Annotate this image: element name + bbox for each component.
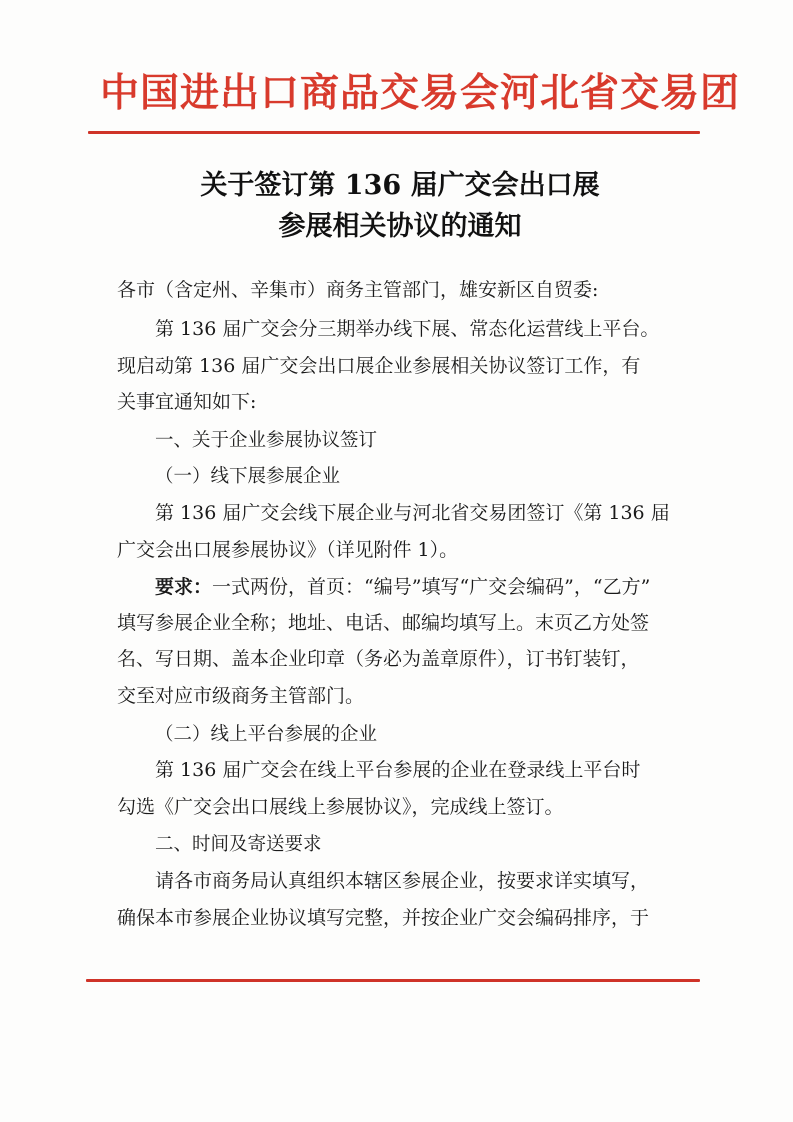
intro-line-2: 现启动第 136 届广交会出口展企业参展相关协议签订工作，有	[117, 355, 641, 377]
section-1-heading: 一、关于企业参展协议签订	[155, 430, 378, 451]
salutation: 各市（含定州、辛集市）商务主管部门，雄安新区自贸委:	[117, 279, 599, 301]
subsection-1-heading: （一）线下展参展企业	[155, 466, 341, 487]
letterhead-organization: 中国进出口商品交易会河北省交易团	[100, 71, 741, 116]
letterhead-red-rule	[88, 131, 700, 134]
subsection-1-para-line-1: 第 136 届广交会线下展企业与河北省交易团签订《第 136 届	[155, 502, 670, 524]
document-title-line-1: 关于签订第 136 届广交会出口展	[200, 170, 600, 201]
requirements-line-4: 交至对应市级商务主管部门。	[117, 685, 365, 707]
requirements-text: 一式两份，首页：“编号”填写“广交会编码”，“乙方”	[212, 576, 651, 598]
document-title-line-2: 参展相关协议的通知	[278, 211, 522, 242]
subsection-2-para-line-1: 第 136 届广交会在线上平台参展的企业在登录线上平台时	[155, 759, 641, 781]
requirements-line-3: 名、写日期、盖本企业印章（务必为盖章原件），订书钉装钉，	[117, 648, 640, 670]
intro-line-1: 第 136 届广交会分三期举办线下展、常态化运营线上平台。	[155, 318, 660, 340]
intro-line-3: 关事宜通知如下:	[117, 391, 257, 413]
section-2-heading: 二、时间及寄送要求	[155, 834, 322, 855]
subsection-2-heading: （二）线上平台参展的企业	[155, 724, 378, 745]
requirements-line-2: 填写参展企业全称；地址、电话、邮编均填写上。末页乙方处签	[117, 612, 650, 634]
footer-red-rule	[86, 979, 700, 982]
requirements-line-1	[155, 569, 733, 606]
section-2-para-line-1: 请各市商务局认真组织本辖区参展企业，按要求详实填写，	[155, 870, 650, 892]
section-2-para-line-2: 确保本市参展企业协议填写完整，并按企业广交会编码排序，于	[117, 907, 650, 929]
requirements-label: 要求：	[155, 576, 213, 598]
subsection-2-para-line-2: 勾选《广交会出口展线上参展协议》，完成线上签订。	[117, 796, 564, 818]
subsection-1-para-line-2: 广交会出口展参展协议》（详见附件 1）。	[117, 539, 459, 561]
